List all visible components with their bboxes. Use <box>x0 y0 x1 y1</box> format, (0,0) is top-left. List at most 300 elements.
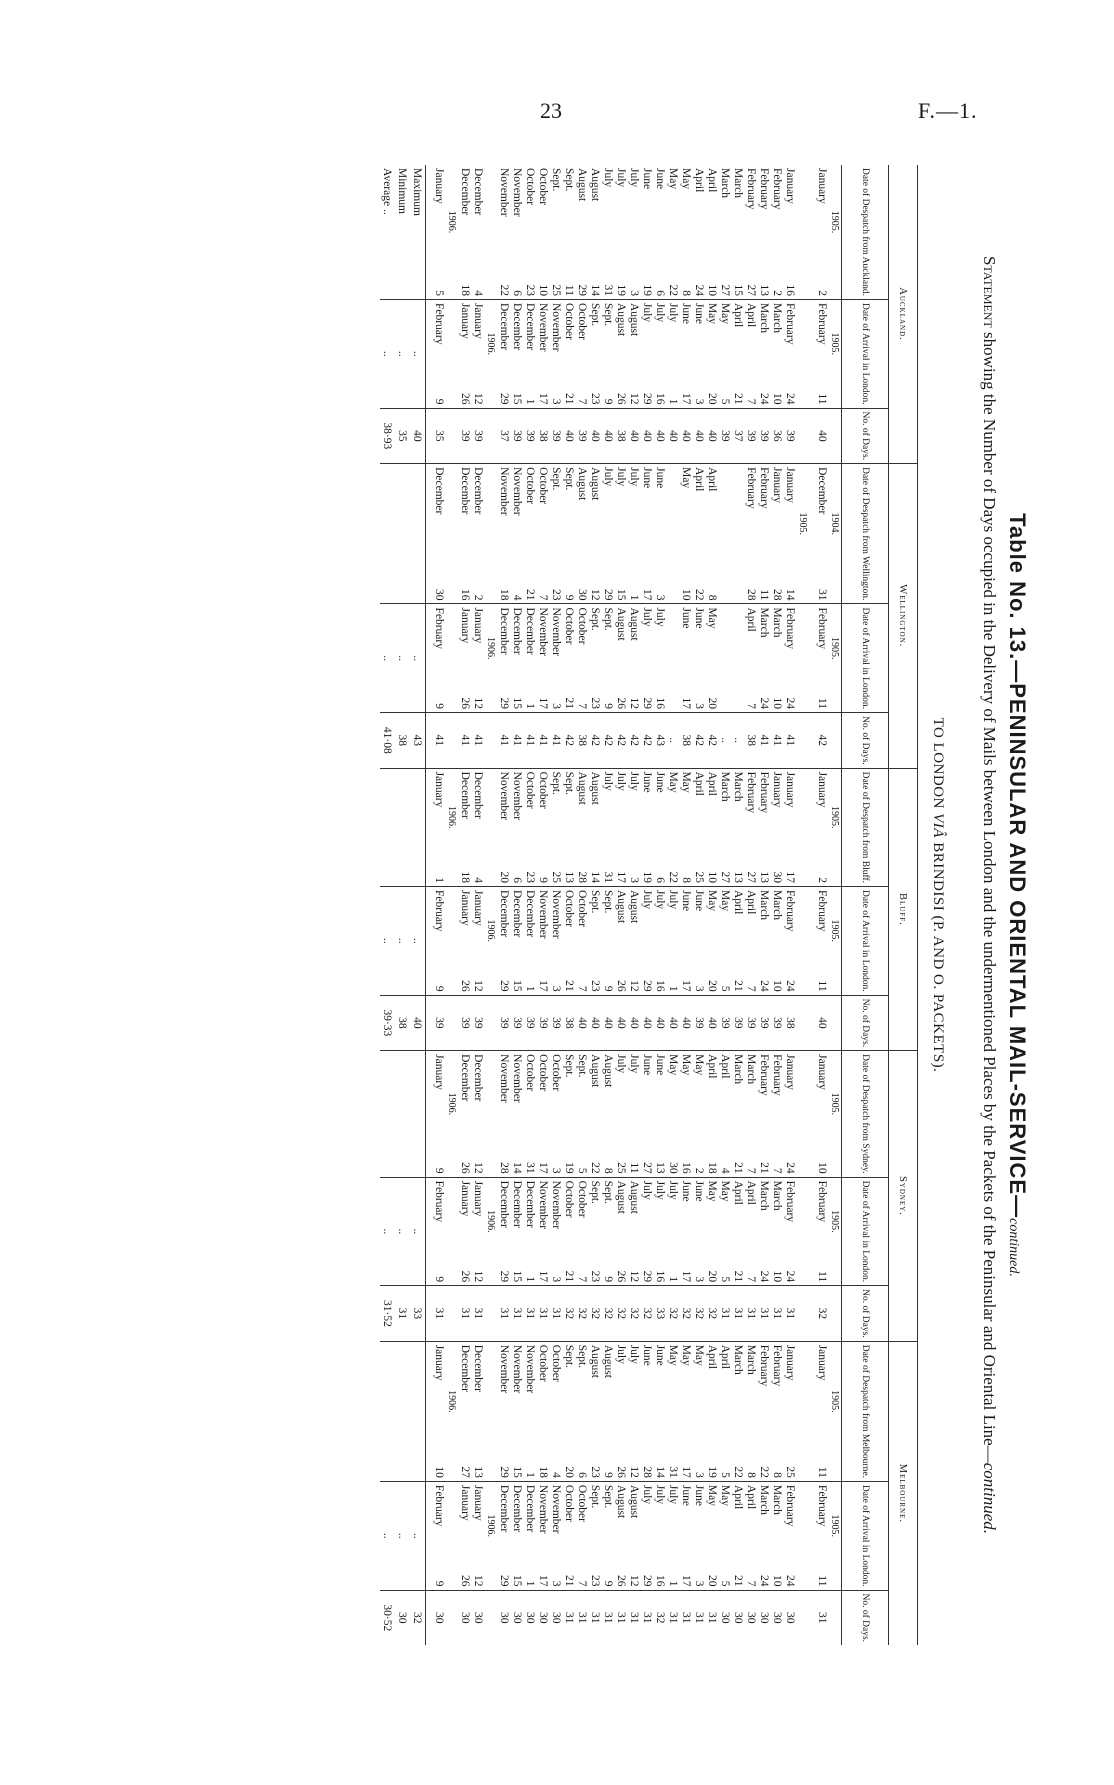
despatch-date: May <box>679 1051 692 1157</box>
days-count: 31 <box>562 1590 575 1645</box>
arrival-date: February <box>783 299 796 387</box>
arrival-date: December <box>510 604 523 692</box>
despatch-day: 22 <box>732 1466 744 1478</box>
arrival-day <box>828 975 842 996</box>
despatch-day: 24 <box>784 1162 796 1174</box>
arrival-date: May <box>705 604 718 692</box>
days-count <box>484 713 497 769</box>
days-count: 41 <box>523 713 536 769</box>
arrival-date: May <box>718 887 731 975</box>
arrival-day: 26 <box>615 1270 627 1283</box>
days-count: 31 <box>770 1286 783 1342</box>
days-count: 41 <box>536 713 549 769</box>
despatch-day: 18 <box>459 871 471 883</box>
summary-dots: .. <box>410 1177 426 1286</box>
arrival-date <box>796 604 809 692</box>
despatch-date: Sept. <box>562 1341 575 1461</box>
arrival-day: 12 <box>628 1270 640 1283</box>
despatch-date: January <box>770 768 783 866</box>
arrival-date: July <box>640 299 653 387</box>
days-count: 31 <box>783 1286 796 1342</box>
statement-continued: continued. <box>980 1462 999 1535</box>
despatch-day: 15 <box>615 588 627 601</box>
despatch-date: July <box>614 768 627 866</box>
days-count: 31 <box>614 1590 627 1645</box>
summary-dots: .. <box>380 604 395 713</box>
days-count: 40 <box>815 995 828 1051</box>
despatch-day: 26 <box>615 1466 627 1478</box>
despatch-day: 29 <box>498 1466 510 1478</box>
despatch-date: December <box>458 768 471 866</box>
table-row <box>601 165 614 1645</box>
days-count: 32 <box>588 1286 601 1342</box>
arrival-day: 26 <box>459 697 471 710</box>
despatch-date: March <box>731 1051 744 1157</box>
despatch-day: 6 <box>511 290 523 296</box>
arrival-date: March <box>770 887 783 975</box>
arrival-date: 1906. <box>484 887 497 975</box>
summary-blank <box>380 768 395 886</box>
despatch-day: 28 <box>745 588 757 601</box>
column-header: No. of Days. <box>842 713 889 769</box>
despatch-date: April <box>718 1051 731 1157</box>
arrival-day: 11 <box>816 1575 828 1587</box>
arrival-date: February <box>783 1177 796 1265</box>
arrival-date: October <box>575 604 588 692</box>
arrival-day: 21 <box>563 980 575 992</box>
days-count: 31 <box>510 1286 523 1342</box>
table-row <box>815 165 828 1645</box>
days-count: 31 <box>640 1590 653 1645</box>
arrival-day: 26 <box>459 980 471 992</box>
despatch-day <box>484 866 497 887</box>
despatch-day <box>666 583 679 604</box>
arrival-day: 20 <box>706 1575 718 1587</box>
arrival-day: 10 <box>771 980 783 992</box>
table-row <box>666 165 679 1645</box>
arrival-date: August <box>614 299 627 387</box>
arrival-day: 26 <box>615 393 627 405</box>
arrival-date: March <box>757 604 770 692</box>
despatch-date: March <box>744 1341 757 1461</box>
days-count: 39 <box>510 995 523 1051</box>
arrival-day <box>828 1265 842 1286</box>
despatch-day <box>445 279 458 300</box>
despatch-day: 7 <box>745 1167 757 1174</box>
arrival-date: June <box>692 1481 705 1569</box>
summary-value: 35 <box>395 408 410 464</box>
arrival-date: October <box>562 1481 575 1569</box>
days-count: 39 <box>549 995 562 1051</box>
arrival-day: 1 <box>524 1580 536 1587</box>
days-count: 40 <box>614 995 627 1051</box>
arrival-day <box>445 692 458 713</box>
despatch-day: 25 <box>784 1466 796 1478</box>
despatch-day <box>484 279 497 300</box>
despatch-date: Sept. <box>562 464 575 584</box>
arrival-day <box>484 1265 497 1286</box>
arrival-date <box>718 604 731 692</box>
despatch-day <box>484 1461 497 1482</box>
despatch-day: 13 <box>563 871 575 883</box>
despatch-date: January <box>432 768 445 866</box>
despatch-date <box>796 768 809 866</box>
days-count: .. <box>666 713 679 769</box>
arrival-date: January <box>458 1177 471 1265</box>
arrival-date: April <box>731 887 744 975</box>
despatch-day <box>828 279 842 300</box>
despatch-date <box>718 464 731 584</box>
days-count: 40 <box>705 995 718 1051</box>
days-count: 41 <box>757 713 770 769</box>
column-header: Date of Arrival in London. <box>842 887 889 996</box>
despatch-day: 18 <box>537 1466 549 1478</box>
summary-dots: .. <box>395 887 410 996</box>
summary-blank <box>395 1341 410 1481</box>
arrival-day: 17 <box>537 1270 549 1283</box>
despatch-date: Sept. <box>549 768 562 866</box>
arrival-date: October <box>575 887 588 975</box>
summary-dots: .. <box>410 887 426 996</box>
arrival-day <box>796 1570 809 1591</box>
arrival-date: March <box>770 299 783 387</box>
days-count: 38 <box>614 408 627 464</box>
arrival-day: 12 <box>628 697 640 710</box>
route-heading <box>929 165 946 1625</box>
despatch-date <box>484 1051 497 1157</box>
despatch-day: 23 <box>524 871 536 883</box>
days-count: 31 <box>497 1286 510 1342</box>
arrival-date: June <box>679 887 692 975</box>
despatch-date: February <box>771 168 783 210</box>
arrival-day <box>445 1265 458 1286</box>
despatch-day: 24 <box>693 284 705 296</box>
days-count: 40 <box>679 408 692 464</box>
arrival-date: May <box>705 887 718 975</box>
despatch-day: 13 <box>758 871 770 883</box>
despatch-date: April <box>692 464 705 584</box>
days-count: 39 <box>718 995 731 1051</box>
arrival-date: April <box>744 1481 757 1569</box>
arrival-day: 3 <box>693 1580 705 1587</box>
summary-value: 38·93 <box>380 408 395 464</box>
arrival-date: August <box>627 299 640 387</box>
despatch-date: July <box>601 464 614 584</box>
column-header: Date of Arrival in London. <box>842 1177 889 1286</box>
summary-blank <box>380 464 395 604</box>
days-count: 32 <box>653 1590 666 1645</box>
arrival-day: 29 <box>498 1270 510 1283</box>
arrival-date: December <box>523 604 536 692</box>
arrival-date: 1906. <box>484 1481 497 1569</box>
arrival-day: 21 <box>732 1575 744 1587</box>
arrival-date: Sept. <box>588 1177 601 1265</box>
arrival-day <box>666 692 679 713</box>
despatch-date: December <box>458 1341 471 1461</box>
arrival-date: August <box>627 604 640 692</box>
despatch-day: 22 <box>589 1162 601 1174</box>
column-header: Date of Despatch from Sydney. <box>842 1051 889 1177</box>
arrival-day: 9 <box>433 1276 445 1283</box>
days-count: 40 <box>666 408 679 464</box>
summary-row <box>410 165 426 1645</box>
summary-label: Maximum <box>410 165 426 299</box>
despatch-date <box>484 768 497 866</box>
despatch-day: 14 <box>784 588 796 601</box>
despatch-date: May <box>667 168 679 190</box>
days-count <box>484 1286 497 1342</box>
despatch-day: 13 <box>758 284 770 296</box>
arrival-day: 17 <box>537 980 549 992</box>
arrival-date: October <box>575 1177 588 1265</box>
despatch-date: 1904. <box>828 464 842 584</box>
arrival-date: 1905. <box>828 887 842 975</box>
despatch-day <box>484 583 497 604</box>
days-count: 39 <box>510 408 523 464</box>
arrival-day: 24 <box>784 1575 796 1587</box>
despatch-day: 8 <box>745 1472 757 1478</box>
arrival-day: 16 <box>654 980 666 992</box>
despatch-date: March <box>731 768 744 866</box>
despatch-date: November <box>523 1341 536 1461</box>
days-count: 30 <box>744 1590 757 1645</box>
despatch-date: December <box>458 1051 471 1157</box>
table-title-continued: continued. <box>1006 1218 1021 1277</box>
despatch-day: 30 <box>576 588 588 601</box>
despatch-day: 1 <box>628 594 640 601</box>
despatch-date: July <box>614 1341 627 1461</box>
arrival-day <box>828 1570 842 1591</box>
arrival-day: 23 <box>589 1270 601 1283</box>
arrival-day <box>445 388 458 409</box>
despatch-day: 22 <box>498 284 510 296</box>
arrival-date <box>796 299 809 387</box>
arrival-day <box>796 975 809 996</box>
despatch-date: Sept. <box>575 1341 588 1461</box>
arrival-date: July <box>640 1177 653 1265</box>
despatch-day: 27 <box>745 284 757 296</box>
despatch-date: January <box>783 768 796 866</box>
summary-value: 43 <box>410 713 426 769</box>
despatch-date: October <box>536 768 549 866</box>
arrival-day: 9 <box>602 398 614 405</box>
arrival-date: February <box>432 887 445 975</box>
days-count: 31 <box>458 1286 471 1342</box>
summary-dots: .. <box>395 1177 410 1286</box>
arrival-day: 7 <box>576 985 588 992</box>
arrival-date: March <box>757 887 770 975</box>
arrival-day <box>484 692 497 713</box>
despatch-date: March <box>744 1051 757 1157</box>
arrival-date: December <box>523 1481 536 1569</box>
days-count: 32 <box>627 1286 640 1342</box>
despatch-date: July <box>627 464 640 584</box>
arrival-date: February <box>815 1481 828 1569</box>
arrival-day: 7 <box>745 1276 757 1283</box>
despatch-day: 5 <box>719 1472 731 1478</box>
arrival-day: 9 <box>433 398 445 405</box>
days-count: 43 <box>653 713 666 769</box>
despatch-date: August <box>601 1341 614 1461</box>
despatch-day: 21 <box>732 1162 744 1174</box>
arrival-day: 26 <box>615 1575 627 1587</box>
arrival-date: July <box>653 887 666 975</box>
despatch-date: May <box>680 168 692 190</box>
arrival-day: 16 <box>654 697 666 710</box>
despatch-date: October <box>549 1051 562 1157</box>
despatch-date: January <box>815 1051 828 1157</box>
route-via: VIÂ <box>930 813 946 838</box>
arrival-day: 9 <box>602 703 614 710</box>
arrival-date: August <box>614 604 627 692</box>
despatch-day: 11 <box>758 589 770 601</box>
despatch-date: October <box>524 168 536 206</box>
despatch-day: 2 <box>771 290 783 296</box>
arrival-date: 1905. <box>828 604 842 692</box>
arrival-day: 3 <box>550 398 562 405</box>
arrival-date: March <box>757 299 770 387</box>
column-header: Date of Despatch from Wellington. <box>842 464 889 604</box>
despatch-date: January <box>815 768 828 866</box>
despatch-day: 6 <box>511 877 523 883</box>
arrival-date: December <box>497 1177 510 1265</box>
table-row <box>757 165 770 1645</box>
days-count: 39 <box>471 995 484 1051</box>
despatch-date: July <box>627 1051 640 1157</box>
days-count: 41 <box>458 713 471 769</box>
days-count: 40 <box>627 408 640 464</box>
despatch-day: 15 <box>511 1466 523 1478</box>
arrival-date: July <box>653 299 666 387</box>
days-count: 40 <box>692 408 705 464</box>
table-row <box>718 165 731 1645</box>
days-count: 38 <box>744 713 757 769</box>
arrival-day <box>484 975 497 996</box>
arrival-day: 21 <box>732 1270 744 1283</box>
arrival-day: 23 <box>589 697 601 710</box>
despatch-date: February <box>770 1341 783 1461</box>
year-row <box>828 165 842 1645</box>
despatch-date: November <box>510 1341 523 1461</box>
summary-blank <box>410 768 426 886</box>
arrival-date: Sept. <box>601 1177 614 1265</box>
despatch-day: 8 <box>602 1167 614 1174</box>
despatch-day: 25 <box>550 871 562 883</box>
arrival-day: 24 <box>758 980 770 992</box>
arrival-date: February <box>783 887 796 975</box>
arrival-date: February <box>432 604 445 692</box>
arrival-date <box>731 604 744 692</box>
arrival-day: 16 <box>654 393 666 405</box>
arrival-day: 24 <box>758 393 770 405</box>
despatch-day: 7 <box>771 1167 783 1174</box>
despatch-day: 27 <box>745 871 757 883</box>
table-row <box>692 165 705 1645</box>
despatch-date: Sept. <box>563 168 575 192</box>
despatch-day: 21 <box>758 1162 770 1174</box>
arrival-date: June <box>692 299 705 387</box>
days-count: 39 <box>692 995 705 1051</box>
despatch-date: August <box>589 168 601 202</box>
rotated-table-sheet <box>150 165 1030 1643</box>
despatch-date: July <box>627 1341 640 1461</box>
summary-value: 30·52 <box>380 1590 395 1645</box>
arrival-date: August <box>614 887 627 975</box>
arrival-date: Sept. <box>601 1481 614 1569</box>
arrival-date: 1905. <box>828 299 842 387</box>
despatch-day: 8 <box>680 877 692 883</box>
arrival-date: January <box>471 604 484 692</box>
despatch-date: February <box>744 768 757 866</box>
days-count: 31 <box>705 1590 718 1645</box>
despatch-day: 23 <box>550 588 562 601</box>
despatch-date: November <box>498 168 510 217</box>
summary-dots: .. <box>395 604 410 713</box>
group-header: Bluff. <box>889 768 918 1051</box>
arrival-day: 5 <box>719 1276 731 1283</box>
arrival-date: December <box>523 1177 536 1265</box>
arrival-day <box>796 692 809 713</box>
despatch-day: 25 <box>550 284 562 296</box>
arrival-day: 26 <box>615 980 627 992</box>
route-suffix: BRINDISI (P. AND O. PACKETS). <box>930 837 946 1073</box>
despatch-day: 1 <box>524 1472 536 1478</box>
despatch-date: July <box>614 1051 627 1157</box>
despatch-day <box>828 583 842 604</box>
days-count <box>828 995 842 1051</box>
arrival-date: May <box>705 1177 718 1265</box>
arrival-date: April <box>744 604 757 692</box>
arrival-date: October <box>562 299 575 387</box>
arrival-day: 1 <box>667 985 679 992</box>
days-count: 42 <box>562 713 575 769</box>
arrival-date: November <box>536 1481 549 1569</box>
days-count: 32 <box>692 1286 705 1342</box>
table-row <box>536 165 549 1645</box>
days-count: .. <box>718 713 731 769</box>
arrival-date: November <box>549 604 562 692</box>
despatch-day: 3 <box>628 877 640 883</box>
arrival-day: 20 <box>706 697 718 710</box>
table-row <box>614 165 627 1645</box>
despatch-day: 17 <box>641 588 653 601</box>
despatch-day <box>796 1157 809 1178</box>
days-count: 39 <box>744 995 757 1051</box>
arrival-date: December <box>523 299 536 387</box>
despatch-date: June <box>640 1051 653 1157</box>
arrival-day: 10 <box>771 1575 783 1587</box>
days-count: 39 <box>458 995 471 1051</box>
arrival-date: December <box>497 887 510 975</box>
despatch-date: December <box>471 1341 484 1461</box>
page-number: 23 <box>540 98 562 123</box>
despatch-day: 7 <box>537 594 549 601</box>
days-count: 42 <box>815 713 828 769</box>
arrival-date: November <box>549 887 562 975</box>
despatch-day: 13 <box>472 1466 484 1478</box>
despatch-day: 10 <box>706 284 718 296</box>
despatch-date: October <box>523 464 536 584</box>
days-count: 42 <box>692 713 705 769</box>
despatch-day: 19 <box>615 284 627 296</box>
summary-dots: .. <box>395 1481 410 1590</box>
despatch-day: 4 <box>550 1472 562 1478</box>
despatch-day: 12 <box>472 1162 484 1174</box>
despatch-date: April <box>705 1051 718 1157</box>
days-count <box>445 1590 458 1645</box>
arrival-date: June <box>692 604 705 692</box>
despatch-day <box>445 866 458 887</box>
